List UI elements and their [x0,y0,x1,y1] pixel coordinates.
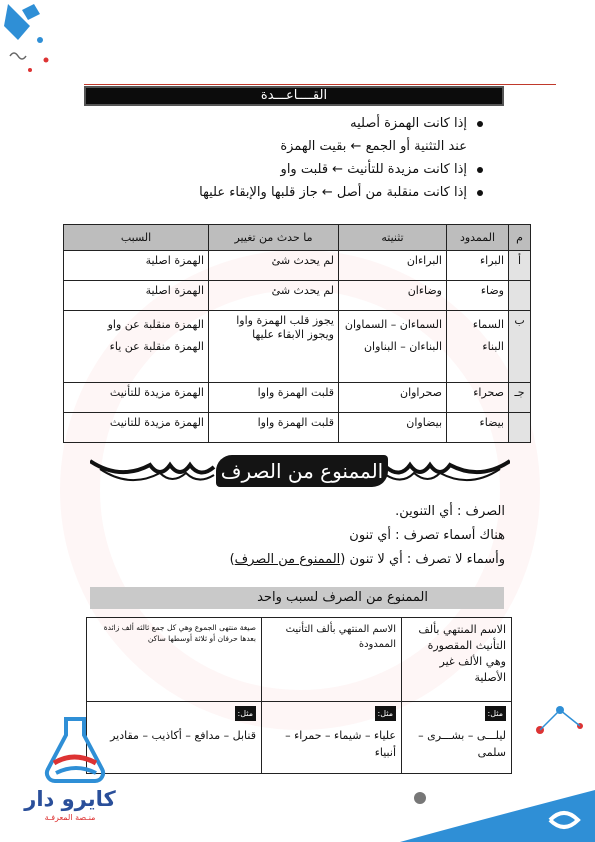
rule-line: إذا كانت منقلبة من أصل ← جاز قلبها والإبقاء عليها [65,181,485,204]
table-row [64,281,531,311]
subsection-title: الممنوع من الصرف لسبب واحد [90,587,504,609]
cell-word: البراء [447,251,509,281]
definitions [85,500,505,572]
cell-word: بيضاء [447,413,509,443]
cell-reason: الهمزة منقلبة عن واو الهمزة منقلبة عن ياء [64,311,209,383]
type-cell: الاسم المنتهي بألف التأنيث الممدودة [262,618,402,702]
type-cell: الاسم المنتهي بألف التأنيث المقصورة وهي الألف غير الأصلية [402,618,512,702]
example-tag: مثل: [485,706,506,721]
table-row [64,383,531,413]
def-text: وأسماء لا تصرف : أي لا تنون ( [340,552,505,567]
cell-dual: البراءان [339,251,447,281]
rule-title: القــــاعـــدة [84,86,504,106]
forbidden-table [86,617,512,774]
brand-tagline: منـصة المعرفـة [44,813,96,822]
col-header: م [509,225,531,251]
def-line [85,548,505,572]
cell-word: السماء البناء [447,311,509,383]
example-text: قنابل – مدافع – أكاذيب – مقادير [110,729,256,742]
top-divider [84,84,556,85]
example-cell [87,702,262,774]
dual-table [63,224,531,443]
type-cell: صيغة منتهى الجموع وهي كل جمع ثالثه ألف زائدة بعدها حرفان أو ثلاثة أوسطها ساكن [87,618,262,702]
cell-reason: الهمزة اصلية [64,251,209,281]
cell-reason: الهمزة اصلية [64,281,209,311]
bottom-wave [400,780,595,842]
molecule-icon [530,690,590,750]
example-cell [262,702,402,774]
row-marker: جـ [509,383,531,413]
row-marker [509,281,531,311]
col-header: ما حدث من تغيير [209,225,339,251]
brand-name: كايرو دار [24,787,116,811]
flask-logo-icon [40,715,110,785]
lab-flask-icon [0,0,60,80]
table-row [64,251,531,281]
cell-dual: وضاءان [339,281,447,311]
rule-list [65,112,485,204]
cell-dual: السماءان – السماوان البناءان – البناوان [339,311,447,383]
row-marker: أ [509,251,531,281]
def-underlined: الممنوع من الصرف [234,552,341,567]
cell-change: قلبت الهمزة واوا [209,413,339,443]
example-cell [402,702,512,774]
col-header: الممدود [447,225,509,251]
rule-line: عند التثنية أو الجمع ← بقيت الهمزة [280,139,467,154]
example-tag: مثل: [375,706,396,721]
col-header: تثنيته [339,225,447,251]
col-header: السبب [64,225,209,251]
cell-change: لم يحدث شئ [209,251,339,281]
cell-reason: الهمزة مزيدة للتانيث [64,413,209,443]
example-tag: مثل: [235,706,256,721]
cell-change: لم يحدث شئ [209,281,339,311]
cell-word: وضاء [447,281,509,311]
cell-change: يجوز قلب الهمزة واوا ويجوز الابقاء عليها [209,311,339,383]
row-marker [509,413,531,443]
cell-change: قلبت الهمزة واوا [209,383,339,413]
rule-line: إذا كانت مزيدة للتأنيث ← قلبت واو [65,158,485,181]
table-row [64,413,531,443]
table-row [64,311,531,383]
cell-dual: بيضاوان [339,413,447,443]
cell-dual: صحراوان [339,383,447,413]
cell-word: صحراء [447,383,509,413]
rule-line: إذا كانت الهمزة أصليه [65,112,485,135]
table-row [87,618,512,702]
table-row [87,702,512,774]
row-marker: ب [509,311,531,383]
example-text: ليلـــى – بشـــرى – سلمى [418,729,506,759]
def-line: الصرف : أي التنوين. [395,504,505,519]
cell-reason: الهمزة مزيدة للتأنيث [64,383,209,413]
def-text: ) [229,552,235,567]
section-title: الممنوع من الصرف [216,455,388,487]
example-text: علياء – شيماء – حمراء – أنبياء [285,729,396,759]
def-line: هناك أسماء تصرف : أي تنون [349,528,505,543]
